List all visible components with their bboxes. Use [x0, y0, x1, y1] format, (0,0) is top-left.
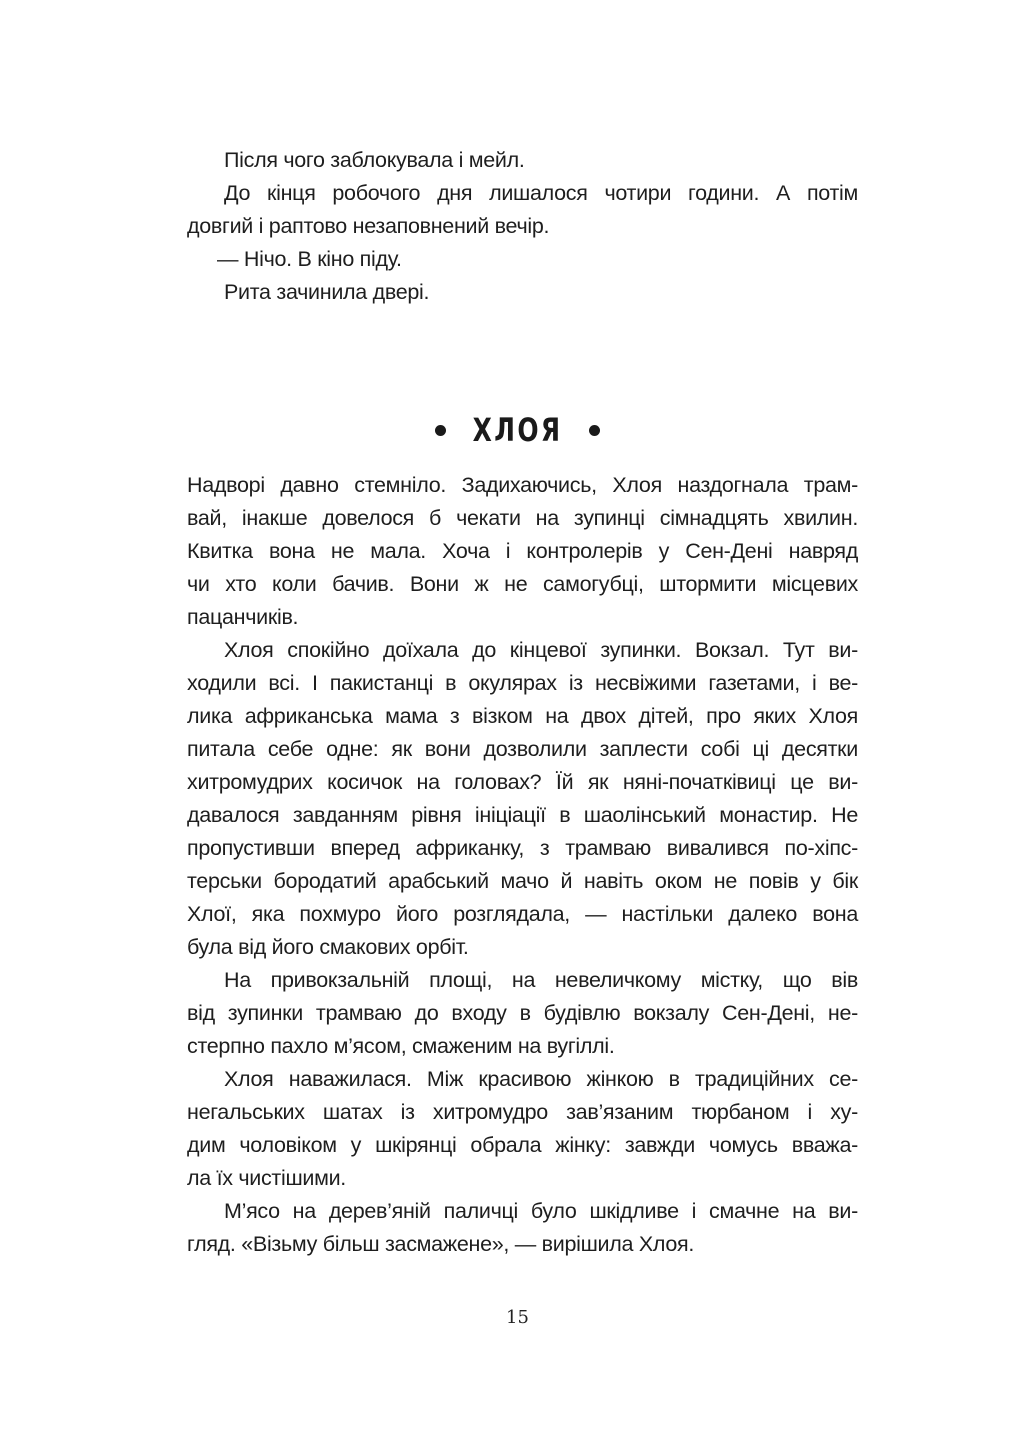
text-line: Рита зачинила двері.	[224, 280, 430, 304]
opening-text-block	[187, 144, 858, 309]
text-line: Після чого заблокувала і мейл.	[224, 148, 525, 172]
text-line: Хлої, яка похмуро його розглядала, — настільки далеко вона	[187, 902, 858, 926]
text-line: На привокзальній площі, на невеличкому містку, що вів	[224, 968, 858, 992]
text-line: була від його смакових орбіт.	[187, 935, 469, 959]
text-line: Хлоя наважилася. Між красивою жінкою в традиційних се-	[224, 1067, 858, 1091]
text-line: ла їх чистішими.	[187, 1166, 346, 1190]
page-number: 15	[506, 1307, 529, 1328]
text-line: чи хто коли бачив. Вони ж не самогубці, штормити місцевих	[187, 572, 858, 596]
text-line: терськи бородатий арабський мачо й навіть оком не повів у бік	[187, 869, 858, 893]
text-line: стерпно пахло м’ясом, смаженим на вугіллі.	[187, 1034, 615, 1058]
bullet-icon	[589, 425, 600, 436]
text-line: давалося завданням рівня ініціації в шаолінський монастир. Не	[187, 803, 858, 827]
text-line: ходили всі. І пакистанці в окулярах із несвіжими газетами, і ве-	[187, 671, 858, 695]
text-line: питала себе одне: як вони дозволили заплести собі ці десятки	[187, 737, 858, 761]
text-line: — Нічо. В кіно піду.	[217, 247, 402, 271]
text-line: вай, інакше довелося б чекати на зупинці сімнадцять хвилин.	[187, 506, 858, 530]
chapter-heading	[0, 408, 1035, 452]
text-line: дим чоловіком у шкірянці обрала жінку: завжди чомусь вважа-	[187, 1133, 858, 1157]
text-line: лика африканська мама з візком на двох дітей, про яких Хлоя	[187, 704, 858, 728]
text-line: негальських шатах із хитромудро зав’язаним тюрбаном і ху-	[187, 1100, 858, 1124]
text-line: гляд. «Візьму більш засмажене», — вирішила Хлоя.	[187, 1232, 695, 1256]
text-line: Хлоя спокійно доїхала до кінцевої зупинки. Вокзал. Тут ви-	[224, 638, 858, 662]
text-line: Надворі давно стемніло. Задихаючись, Хлоя наздогнала трам-	[187, 473, 858, 497]
text-line: пропустивши вперед африканку, з трамваю вивалився по-хіпс-	[187, 836, 858, 860]
text-line: Квитка вона не мала. Хоча і контролерів у Сен-Дені навряд	[187, 539, 858, 563]
text-line: хитромудрих косичок на головах? Їй як няні-початківиці це ви-	[187, 770, 858, 794]
text-line: До кінця робочого дня лишалося чотири години. А потім	[224, 181, 858, 205]
chapter-text-block	[187, 469, 858, 1261]
text-line: від зупинки трамваю до входу в будівлю вокзалу Сен-Дені, не-	[187, 1001, 858, 1025]
text-line: пацанчиків.	[187, 605, 299, 629]
text-line: М’ясо на дерев’яній паличці було шкідливе і смачне на ви-	[224, 1199, 858, 1223]
chapter-title: ХЛОЯ	[472, 411, 563, 449]
bullet-icon	[435, 425, 446, 436]
text-line: довгий і раптово незаповнений вечір.	[187, 214, 550, 238]
